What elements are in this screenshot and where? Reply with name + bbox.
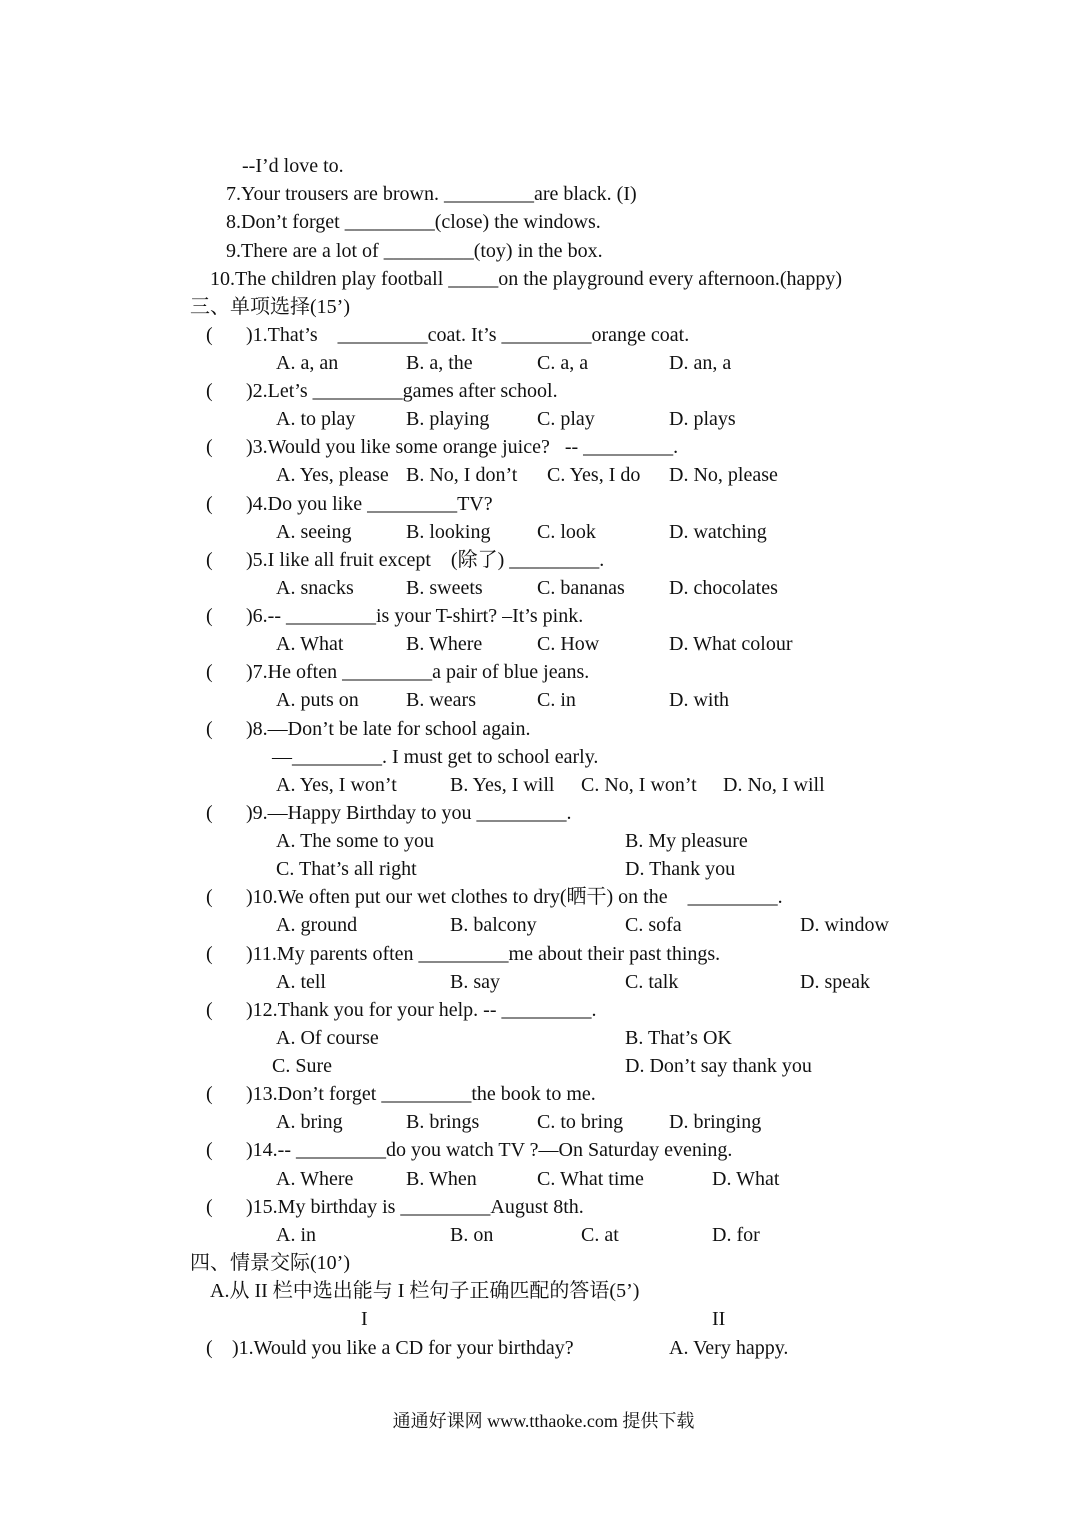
option-c: C. Yes, I do bbox=[547, 464, 641, 486]
option-b: B. on bbox=[450, 1224, 494, 1246]
option-a: A. in bbox=[276, 1224, 316, 1246]
option-a: A. to play bbox=[276, 408, 356, 430]
option-b: B. When bbox=[406, 1168, 477, 1190]
answer-paren: ( bbox=[206, 493, 213, 515]
question-14: )14.-- _________do you watch TV ?—On Saturday evening. bbox=[246, 1139, 733, 1161]
option-d: D. What colour bbox=[669, 633, 793, 655]
option-a: A. The some to you bbox=[276, 830, 434, 852]
answer-paren: ( bbox=[206, 1196, 213, 1218]
option-b: B. No, I don’t bbox=[406, 464, 518, 486]
option-b: B. a, the bbox=[406, 352, 473, 374]
option-d: D. chocolates bbox=[669, 577, 778, 599]
option-c: C. play bbox=[537, 408, 595, 430]
option-c: C. a, a bbox=[537, 352, 589, 374]
option-b: B. Yes, I will bbox=[450, 774, 555, 796]
answer-paren: ( bbox=[206, 943, 213, 965]
answer-paren: ( bbox=[206, 380, 213, 402]
option-c: C. How bbox=[537, 633, 600, 655]
option-a: A. tell bbox=[276, 971, 326, 993]
option-d: D. plays bbox=[669, 408, 736, 430]
option-d: D. bringing bbox=[669, 1111, 762, 1133]
column-header-ii: II bbox=[712, 1308, 726, 1330]
page-footer: 通通好课网 www.tthaoke.com 提供下载 bbox=[392, 1411, 695, 1431]
fill-line-8: 8.Don’t forget _________(close) the windows. bbox=[226, 211, 601, 233]
question-13: )13.Don’t forget _________the book to me. bbox=[246, 1083, 596, 1105]
option-d: D. What bbox=[712, 1168, 780, 1190]
option-d: D. with bbox=[669, 689, 729, 711]
option-b: B. sweets bbox=[406, 577, 483, 599]
fill-line-7: 7.Your trousers are brown. _________are black. (I) bbox=[226, 183, 637, 205]
option-b: B. balcony bbox=[450, 914, 537, 936]
answer-paren: ( bbox=[206, 999, 213, 1021]
option-d: D. window bbox=[800, 914, 889, 936]
answer-paren: ( bbox=[206, 605, 213, 627]
answer-paren: ( bbox=[206, 324, 213, 346]
option-c: C. look bbox=[537, 521, 596, 543]
answer-paren: ( bbox=[206, 661, 213, 683]
option-d: D. watching bbox=[669, 521, 767, 543]
question-7: )7.He often _________a pair of blue jeans. bbox=[246, 661, 590, 683]
option-c: C. What time bbox=[537, 1168, 644, 1190]
section-3-title: 三、单项选择(15’) bbox=[190, 296, 350, 318]
option-b: B. My pleasure bbox=[625, 830, 748, 852]
option-a: A. Yes, please bbox=[276, 464, 389, 486]
fill-line-10: 10.The children play football _____on the playground every afternoon.(happy) bbox=[210, 268, 843, 290]
option-d: D. speak bbox=[800, 971, 870, 993]
option-a: A. ground bbox=[276, 914, 358, 936]
option-a: A. bring bbox=[276, 1111, 343, 1133]
question-9: )9.—Happy Birthday to you _________. bbox=[246, 802, 572, 824]
option-c: C. Sure bbox=[272, 1055, 332, 1077]
answer-paren: ( bbox=[206, 436, 213, 458]
option-c: C. talk bbox=[625, 971, 679, 993]
option-b: B. wears bbox=[406, 689, 476, 711]
question-3: )3.Would you like some orange juice? -- _________. bbox=[246, 436, 679, 458]
answer-paren: ( bbox=[206, 718, 213, 740]
option-c: C. in bbox=[537, 689, 576, 711]
option-a: A. puts on bbox=[276, 689, 359, 711]
answer-paren: ( bbox=[206, 1337, 213, 1359]
question-11: )11.My parents often _________me about their past things. bbox=[246, 943, 721, 965]
option-b: B. That’s OK bbox=[625, 1027, 732, 1049]
option-b: B. Where bbox=[406, 633, 483, 655]
fill-line-9: 9.There are a lot of _________(toy) in the box. bbox=[226, 240, 603, 262]
answer-paren: ( bbox=[206, 886, 213, 908]
question-12: )12.Thank you for your help. -- _________. bbox=[246, 999, 597, 1021]
option-d: D. Thank you bbox=[625, 858, 736, 880]
option-d: D. Don’t say thank you bbox=[625, 1055, 812, 1077]
question-2: )2.Let’s _________games after school. bbox=[246, 380, 558, 402]
option-a: A. Where bbox=[276, 1168, 354, 1190]
question-6: )6.-- _________is your T-shirt? –It’s pink. bbox=[246, 605, 584, 627]
section-4-subtitle: A.从 II 栏中选出能与 I 栏句子正确匹配的答语(5’) bbox=[210, 1280, 640, 1302]
option-a: A. seeing bbox=[276, 521, 352, 543]
option-a: A. snacks bbox=[276, 577, 354, 599]
option-b: B. brings bbox=[406, 1111, 480, 1133]
option-c: C. at bbox=[581, 1224, 619, 1246]
option-a: A. a, an bbox=[276, 352, 339, 374]
option-c: C. to bring bbox=[537, 1111, 624, 1133]
option-a: A. What bbox=[276, 633, 344, 655]
option-b: B. looking bbox=[406, 521, 491, 543]
match-answer-a: A. Very happy. bbox=[669, 1337, 789, 1359]
option-a: A. Yes, I won’t bbox=[276, 774, 397, 796]
match-question-1: )1.Would you like a CD for your birthday? bbox=[232, 1337, 574, 1359]
option-c: C. sofa bbox=[625, 914, 682, 936]
option-c: C. bananas bbox=[537, 577, 625, 599]
option-a: A. Of course bbox=[276, 1027, 379, 1049]
answer-paren: ( bbox=[206, 802, 213, 824]
option-c: C. No, I won’t bbox=[581, 774, 697, 796]
answer-paren: ( bbox=[206, 1083, 213, 1105]
section-4-title: 四、情景交际(10’) bbox=[190, 1252, 350, 1274]
option-d: D. No, I will bbox=[723, 774, 825, 796]
answer-paren: ( bbox=[206, 1139, 213, 1161]
question-10: )10.We often put our wet clothes to dry(晒干) on the _________. bbox=[246, 886, 783, 908]
option-d: D. No, please bbox=[669, 464, 778, 486]
column-header-i: I bbox=[361, 1308, 368, 1330]
option-c: C. That’s all right bbox=[276, 858, 417, 880]
question-4: )4.Do you like _________TV? bbox=[246, 493, 493, 515]
option-b: B. playing bbox=[406, 408, 490, 430]
question-1: )1.That’s _________coat. It’s _________orange coat. bbox=[246, 324, 690, 346]
option-d: D. for bbox=[712, 1224, 760, 1246]
question-5: )5.I like all fruit except (除了) _________. bbox=[246, 549, 605, 571]
option-d: D. an, a bbox=[669, 352, 732, 374]
question-8: )8.—Don’t be late for school again. bbox=[246, 718, 531, 740]
answer-paren: ( bbox=[206, 549, 213, 571]
fill-line-answer: --I’d love to. bbox=[242, 155, 344, 177]
question-8-response: —_________. I must get to school early. bbox=[272, 746, 599, 768]
question-15: )15.My birthday is _________August 8th. bbox=[246, 1196, 584, 1218]
option-b: B. say bbox=[450, 971, 500, 993]
